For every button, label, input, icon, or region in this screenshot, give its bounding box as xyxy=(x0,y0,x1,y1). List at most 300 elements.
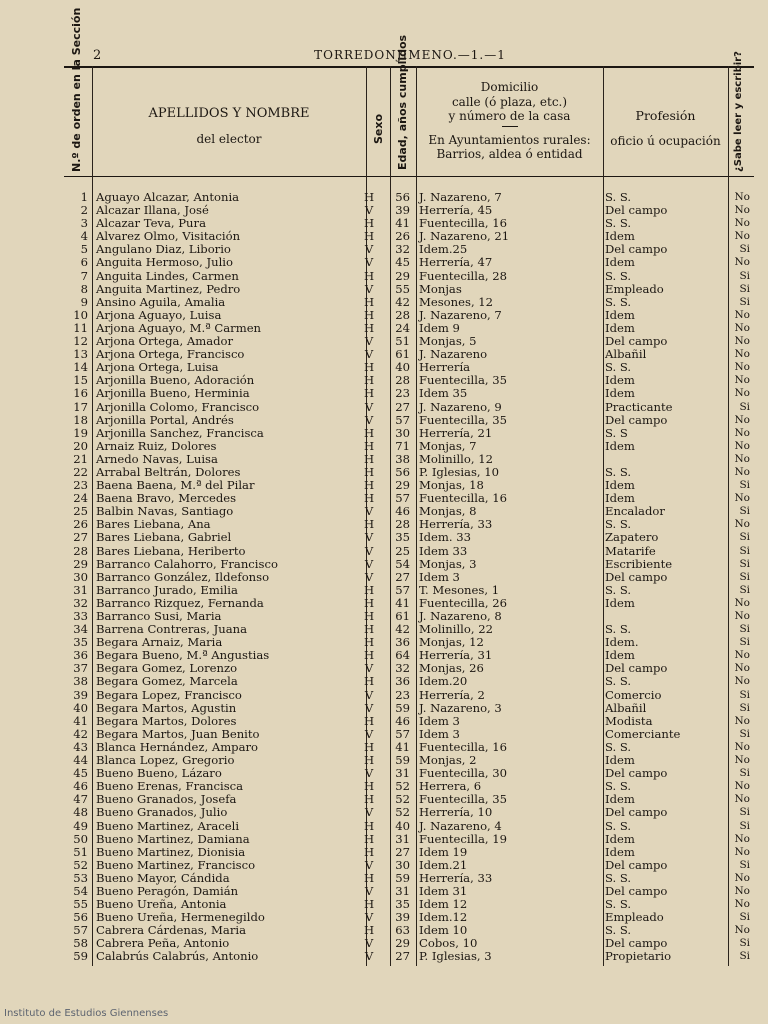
order-number: 27 xyxy=(73,530,88,545)
elector-sex: H xyxy=(363,674,375,689)
elector-profession: S. S. xyxy=(605,190,632,204)
order-number: 22 xyxy=(73,464,88,479)
elector-literacy: No xyxy=(734,649,750,662)
elector-age: 41 xyxy=(395,216,410,231)
elector-address: Idem 3 xyxy=(419,713,460,728)
elector-profession: S. S. xyxy=(605,739,632,754)
elector-address: Monjas, 18 xyxy=(419,478,484,493)
elector-sex: H xyxy=(363,713,375,728)
elector-name: Bueno Ureña, Hermenegildo xyxy=(96,910,265,925)
order-number: 49 xyxy=(73,818,88,833)
order-number: 42 xyxy=(73,726,88,741)
elector-age: 29 xyxy=(395,268,410,283)
elector-profession: Del campo xyxy=(605,857,668,872)
elector-name: Balbin Navas, Santiago xyxy=(96,504,234,519)
elector-literacy: Si xyxy=(739,636,750,649)
table-row xyxy=(64,872,754,885)
elector-sex: H xyxy=(363,216,375,231)
elector-literacy: No xyxy=(734,871,750,884)
elector-name: Arjonilla Colomo, Francisco xyxy=(96,399,260,414)
order-number: 8 xyxy=(80,281,88,296)
elector-literacy: Si xyxy=(739,858,750,871)
table-row xyxy=(64,401,754,414)
elector-name: Bueno Peragón, Damián xyxy=(96,883,239,898)
elector-age: 31 xyxy=(395,883,410,898)
elector-profession: Idem xyxy=(605,844,635,859)
order-number: 36 xyxy=(73,648,88,663)
elector-profession: S. S. xyxy=(605,779,632,794)
elector-profession: S. S. xyxy=(605,464,632,479)
elector-address: Idem 3 xyxy=(419,569,460,584)
elector-age: 38 xyxy=(395,451,410,466)
elector-literacy: No xyxy=(734,754,750,767)
elector-profession: Del campo xyxy=(605,936,668,951)
elector-age: 27 xyxy=(395,399,410,414)
elector-name: Ansino Aguila, Amalia xyxy=(96,294,226,309)
header-address-2: calle (ó plaza, etc.) xyxy=(451,95,568,109)
elector-sex: H xyxy=(363,831,375,846)
elector-name: Begara Martos, Juan Benito xyxy=(96,726,260,741)
order-number: 39 xyxy=(73,687,88,702)
elector-sex: V xyxy=(364,569,374,584)
elector-profession: Idem xyxy=(605,753,635,768)
elector-sex: V xyxy=(364,936,374,951)
order-number: 43 xyxy=(73,739,88,754)
elector-name: Cabrera Cárdenas, Maria xyxy=(96,923,246,938)
header-age: Edad, años cumplidos xyxy=(396,34,409,170)
order-number: 32 xyxy=(73,595,88,610)
elector-age: 63 xyxy=(395,923,410,938)
elector-age: 51 xyxy=(395,334,410,349)
elector-name: Calabrús Calabrús, Antonio xyxy=(96,949,259,964)
table-row xyxy=(64,702,754,715)
elector-address: Mesones, 12 xyxy=(419,294,494,309)
table-row xyxy=(64,387,754,400)
elector-literacy: No xyxy=(734,321,750,334)
elector-name: Arjona Ortega, Luisa xyxy=(96,360,219,375)
elector-literacy: Si xyxy=(739,400,750,413)
elector-sex: H xyxy=(363,739,375,754)
order-number: 30 xyxy=(73,569,88,584)
elector-literacy: No xyxy=(734,898,750,911)
elector-sex: H xyxy=(363,268,375,283)
elector-profession: Idem xyxy=(605,648,635,663)
elector-age: 54 xyxy=(395,556,410,571)
elector-sex: V xyxy=(364,726,374,741)
elector-literacy: No xyxy=(734,413,750,426)
elector-literacy: No xyxy=(734,675,750,688)
elector-address: Idem.20 xyxy=(419,674,468,689)
elector-sex: H xyxy=(363,464,375,479)
elector-profession: Albañil xyxy=(605,347,647,362)
elector-profession: Modista xyxy=(605,713,653,728)
elector-literacy: No xyxy=(734,426,750,439)
order-number: 57 xyxy=(73,923,88,938)
elector-sex: H xyxy=(363,792,375,807)
header-profession-title: Profesión xyxy=(635,108,696,123)
table-row xyxy=(64,715,754,728)
elector-literacy: No xyxy=(734,662,750,675)
elector-literacy: Si xyxy=(739,911,750,924)
elector-sex: H xyxy=(363,635,375,650)
order-number: 53 xyxy=(73,870,88,885)
elector-age: 27 xyxy=(395,949,410,964)
elector-profession: Del campo xyxy=(605,805,668,820)
elector-age: 30 xyxy=(395,425,410,440)
elector-literacy: No xyxy=(734,714,750,727)
elector-age: 35 xyxy=(395,530,410,545)
elector-literacy: No xyxy=(734,439,750,452)
elector-age: 59 xyxy=(395,753,410,768)
elector-literacy: No xyxy=(734,845,750,858)
elector-profession: Idem xyxy=(605,229,635,244)
elector-literacy: No xyxy=(734,780,750,793)
table-row xyxy=(64,571,754,584)
elector-profession: Del campo xyxy=(605,883,668,898)
order-number: 2 xyxy=(80,203,88,218)
elector-age: 24 xyxy=(395,320,410,335)
elector-profession: Idem xyxy=(605,438,635,453)
elector-sex: V xyxy=(364,334,374,349)
elector-address: Herrería, 21 xyxy=(419,425,493,440)
elector-age: 41 xyxy=(395,595,410,610)
elector-literacy: No xyxy=(734,335,750,348)
elector-profession: S. S xyxy=(605,425,628,440)
elector-sex: H xyxy=(363,373,375,388)
elector-literacy: No xyxy=(734,884,750,897)
elector-name: Aguayo Alcazar, Antonia xyxy=(96,190,240,204)
elector-age: 25 xyxy=(395,543,410,558)
order-number: 33 xyxy=(73,609,88,623)
elector-profession: Idem xyxy=(605,373,635,388)
elector-age: 46 xyxy=(395,713,410,728)
elector-name: Bueno Martinez, Araceli xyxy=(96,818,240,833)
elector-literacy: No xyxy=(734,230,750,243)
elector-sex: V xyxy=(364,504,374,519)
order-number: 21 xyxy=(73,451,88,466)
elector-sex: V xyxy=(364,910,374,925)
table-row xyxy=(64,558,754,571)
header-sex: Sexo xyxy=(372,113,385,144)
order-number: 12 xyxy=(73,334,88,349)
elector-address: Monjas, 8 xyxy=(419,504,477,519)
order-number: 11 xyxy=(73,320,88,335)
elector-sex: H xyxy=(363,386,375,401)
elector-sex: H xyxy=(363,595,375,610)
elector-address: Idem.25 xyxy=(419,242,468,257)
elector-profession: S. S. xyxy=(605,268,632,283)
elector-address: Herrería, 47 xyxy=(419,255,493,270)
elector-address: J. Nazareno, 8 xyxy=(419,609,502,623)
order-number: 34 xyxy=(73,622,88,637)
elector-profession: Idem xyxy=(605,831,635,846)
order-number: 9 xyxy=(80,294,88,309)
elector-age: 55 xyxy=(395,281,410,296)
elector-literacy: No xyxy=(734,348,750,361)
elector-literacy: No xyxy=(734,452,750,465)
table-row xyxy=(64,820,754,833)
order-number: 28 xyxy=(73,543,88,558)
elector-profession: Del campo xyxy=(605,569,668,584)
elector-sex: H xyxy=(363,779,375,794)
elector-profession: Del campo xyxy=(605,334,668,349)
elector-literacy: Si xyxy=(739,806,750,819)
table-row xyxy=(64,270,754,283)
elector-name: Bueno Granados, Josefa xyxy=(96,792,237,807)
header-address-4: En Ayuntamientos rurales: xyxy=(428,133,591,147)
elector-name: Begara Gomez, Lorenzo xyxy=(96,661,238,676)
elector-name: Arjona Aguayo, Luisa xyxy=(96,307,222,322)
elector-sex: V xyxy=(364,883,374,898)
order-number: 41 xyxy=(73,713,88,728)
elector-literacy: No xyxy=(734,217,750,230)
elector-address: Fuentecilla, 19 xyxy=(419,831,508,846)
elector-name: Baena Bravo, Mercedes xyxy=(96,491,237,506)
elector-name: Arjonilla Portal, Andrés xyxy=(96,412,234,427)
elector-literacy: Si xyxy=(739,243,750,256)
table-row xyxy=(64,309,754,322)
elector-name: Arjona Ortega, Francisco xyxy=(96,347,245,362)
elector-profession: Idem xyxy=(605,307,635,322)
elector-address: J. Nazareno, 3 xyxy=(419,700,502,715)
elector-name: Bueno Erenas, Francisca xyxy=(96,779,244,794)
elector-name: Begara Martos, Agustin xyxy=(96,700,237,715)
elector-age: 56 xyxy=(395,190,410,204)
order-number: 40 xyxy=(73,700,88,715)
elector-address: Fuentecilla, 26 xyxy=(419,595,508,610)
elector-literacy: Si xyxy=(739,544,750,557)
elector-literacy: Si xyxy=(739,819,750,832)
elector-age: 26 xyxy=(395,229,410,244)
elector-address: Fuentecilla, 16 xyxy=(419,491,508,506)
order-number: 26 xyxy=(73,517,88,532)
elector-literacy: No xyxy=(734,308,750,321)
elector-address: Monjas, 12 xyxy=(419,635,484,650)
elector-profession: Idem xyxy=(605,792,635,807)
elector-sex: V xyxy=(364,347,374,362)
header-order: N.º de orden en la Sección xyxy=(70,7,83,172)
elector-name: Angulano Diaz, Liborio xyxy=(96,242,231,257)
header-address-3: y número de la casa xyxy=(448,109,571,123)
elector-name: Arrabal Beltrán, Dolores xyxy=(96,464,241,479)
elector-name: Bueno Mayor, Cándida xyxy=(96,870,230,885)
elector-profession: Idem xyxy=(605,478,635,493)
elector-address: Monjas, 26 xyxy=(419,661,484,676)
elector-age: 28 xyxy=(395,307,410,322)
elector-age: 28 xyxy=(395,373,410,388)
elector-address: J. Nazareno, 7 xyxy=(419,190,502,204)
elector-address: J. Nazareno xyxy=(419,347,488,362)
elector-profession: S. S. xyxy=(605,674,632,689)
order-number: 20 xyxy=(73,438,88,453)
elector-sex: H xyxy=(363,360,375,375)
elector-sex: H xyxy=(363,307,375,322)
elector-name: Bares Liebana, Ana xyxy=(96,517,211,532)
elector-profession: Del campo xyxy=(605,242,668,257)
order-number: 55 xyxy=(73,897,88,912)
elector-address: Idem 3 xyxy=(419,726,460,741)
elector-sex: H xyxy=(363,844,375,859)
elector-name: Barranco González, Ildefonso xyxy=(96,569,270,584)
elector-age: 32 xyxy=(395,661,410,676)
elector-age: 57 xyxy=(395,412,410,427)
elector-sex: V xyxy=(364,857,374,872)
order-number: 6 xyxy=(80,255,88,270)
elector-name: Barrena Contreras, Juana xyxy=(96,622,248,637)
order-number: 23 xyxy=(73,478,88,493)
elector-profession: Idem xyxy=(605,386,635,401)
elector-address: Herrería xyxy=(419,360,471,375)
elector-address: Molinillo, 22 xyxy=(419,622,493,637)
elector-literacy: Si xyxy=(739,623,750,636)
elector-profession: S. S. xyxy=(605,582,632,597)
order-number: 24 xyxy=(73,491,88,506)
elector-profession: S. S. xyxy=(605,622,632,637)
elector-address: Idem 33 xyxy=(419,543,468,558)
elector-profession: S. S. xyxy=(605,870,632,885)
elector-list xyxy=(64,191,754,964)
elector-age: 30 xyxy=(395,857,410,872)
elector-literacy: No xyxy=(734,361,750,374)
running-head: TORREDONJIMENO.—1.—1 xyxy=(314,48,506,62)
elector-age: 52 xyxy=(395,805,410,820)
elector-sex: H xyxy=(363,451,375,466)
elector-address: Herrería, 10 xyxy=(419,805,493,820)
elector-address: Herrería, 31 xyxy=(419,648,493,663)
order-number: 46 xyxy=(73,779,88,794)
elector-age: 71 xyxy=(395,438,410,453)
elector-sex: H xyxy=(363,897,375,912)
order-number: 48 xyxy=(73,805,88,820)
order-number: 3 xyxy=(80,216,88,231)
order-number: 50 xyxy=(73,831,88,846)
elector-literacy: No xyxy=(734,832,750,845)
order-number: 52 xyxy=(73,857,88,872)
elector-address: Herrería, 33 xyxy=(419,870,493,885)
order-number: 1 xyxy=(80,190,88,204)
order-number: 29 xyxy=(73,556,88,571)
table-row xyxy=(64,859,754,872)
table-row xyxy=(64,296,754,309)
order-number: 31 xyxy=(73,582,88,597)
elector-profession: Idem xyxy=(605,491,635,506)
elector-age: 27 xyxy=(395,844,410,859)
elector-address: Herrería, 33 xyxy=(419,517,493,532)
order-number: 13 xyxy=(73,347,88,362)
order-number: 56 xyxy=(73,910,88,925)
table-row xyxy=(64,950,754,963)
elector-profession: Del campo xyxy=(605,661,668,676)
elector-age: 57 xyxy=(395,582,410,597)
elector-name: Blanca Lopez, Gregorio xyxy=(96,753,235,768)
elector-age: 40 xyxy=(395,360,410,375)
table-row xyxy=(64,806,754,819)
elector-literacy: Si xyxy=(739,505,750,518)
elector-profession: S. S. xyxy=(605,294,632,309)
elector-name: Arjonilla Bueno, Herminia xyxy=(96,386,250,401)
elector-age: 39 xyxy=(395,203,410,218)
elector-address: Herrería, 2 xyxy=(419,687,485,702)
table-row xyxy=(64,728,754,741)
elector-sex: H xyxy=(363,582,375,597)
elector-sex: V xyxy=(364,766,374,781)
elector-age: 31 xyxy=(395,766,410,781)
elector-profession: Comerciante xyxy=(605,726,681,741)
table-row xyxy=(64,675,754,688)
elector-age: 23 xyxy=(395,687,410,702)
elector-profession: Empleado xyxy=(605,281,664,296)
elector-name: Anguita Hermoso, Julio xyxy=(96,255,233,270)
table-row xyxy=(64,584,754,597)
elector-literacy: Si xyxy=(739,937,750,950)
order-number: 16 xyxy=(73,386,88,401)
elector-profession: Propietario xyxy=(605,949,672,964)
elector-address: Idem.12 xyxy=(419,910,468,925)
order-number: 19 xyxy=(73,425,88,440)
elector-sex: V xyxy=(364,556,374,571)
elector-address: J. Nazareno, 4 xyxy=(419,818,502,833)
elector-age: 59 xyxy=(395,700,410,715)
elector-sex: H xyxy=(363,870,375,885)
elector-address: Idem 10 xyxy=(419,923,468,938)
header-address-5: Barrios, aldea ó entidad xyxy=(436,147,583,161)
elector-age: 42 xyxy=(395,294,410,309)
elector-age: 29 xyxy=(395,478,410,493)
elector-name: Anguita Lindes, Carmen xyxy=(96,268,239,283)
elector-literacy: No xyxy=(734,191,750,203)
elector-sex: H xyxy=(363,818,375,833)
elector-address: Idem. 33 xyxy=(419,530,471,545)
elector-name: Cabrera Peña, Antonio xyxy=(96,936,230,951)
elector-literacy: No xyxy=(734,374,750,387)
elector-profession: Practicante xyxy=(605,399,673,414)
elector-profession: Albañil xyxy=(605,700,647,715)
elector-profession: S. S. xyxy=(605,897,632,912)
elector-name: Baena Baena, M.ª del Pilar xyxy=(96,478,255,493)
elector-address: Fuentecilla, 35 xyxy=(419,792,508,807)
elector-literacy: No xyxy=(734,256,750,269)
elector-address: P. Iglesias, 3 xyxy=(419,949,492,964)
elector-sex: H xyxy=(363,320,375,335)
elector-name: Alcazar Illana, José xyxy=(96,203,209,218)
elector-literacy: Si xyxy=(739,557,750,570)
elector-name: Alcazar Teva, Pura xyxy=(96,216,206,231)
header-literacy: ¿Sabe leer y escribir? xyxy=(733,51,744,172)
elector-profession: Matarife xyxy=(605,543,656,558)
elector-address: Idem 9 xyxy=(419,320,460,335)
header-names-title: APELLIDOS Y NOMBRE xyxy=(148,106,310,121)
elector-name: Arjona Ortega, Amador xyxy=(96,334,234,349)
elector-name: Begara Arnaiz, Maria xyxy=(96,635,223,650)
elector-sex: V xyxy=(364,399,374,414)
elector-literacy: No xyxy=(734,204,750,217)
elector-sex: H xyxy=(363,491,375,506)
elector-sex: V xyxy=(364,949,374,964)
elector-literacy: Si xyxy=(739,269,750,282)
order-number: 10 xyxy=(73,307,88,322)
order-number: 4 xyxy=(80,229,88,244)
elector-sex: V xyxy=(364,203,374,218)
elector-sex: H xyxy=(363,478,375,493)
order-number: 47 xyxy=(73,792,88,807)
order-number: 35 xyxy=(73,635,88,650)
elector-age: 23 xyxy=(395,386,410,401)
order-number: 51 xyxy=(73,844,88,859)
elector-name: Bueno Martinez, Damiana xyxy=(96,831,250,846)
elector-age: 45 xyxy=(395,255,410,270)
elector-name: Bueno Granados, Julio xyxy=(96,805,228,820)
elector-address: Idem 19 xyxy=(419,844,468,859)
